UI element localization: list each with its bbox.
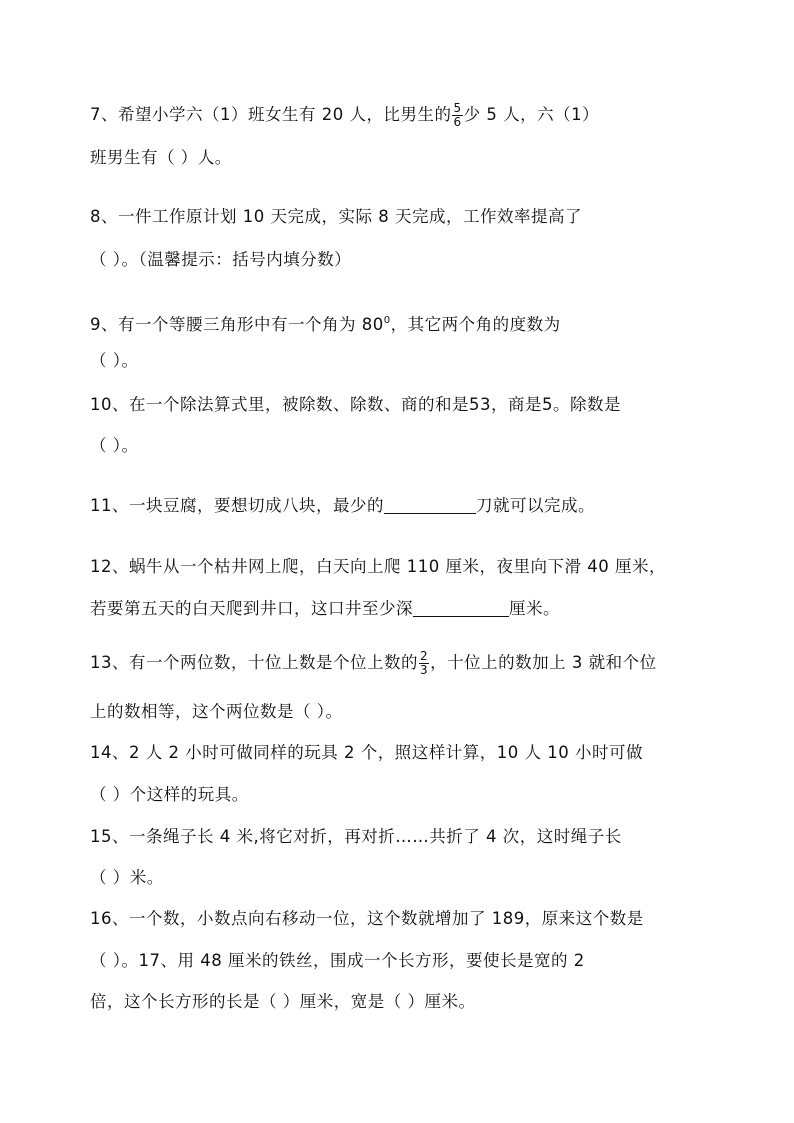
question-12-line-1: 12、蜗牛从一个枯井网上爬，白天向上爬 110 厘米，夜里向下滑 40 厘米， [90, 557, 666, 576]
question-11-text-b: 刀就可以完成。 [476, 496, 595, 515]
question-7-fraction [452, 102, 462, 129]
question-11-line-1 [90, 494, 595, 518]
fraction-denominator: 6 [453, 115, 462, 129]
question-9-text-a: 9、有一个等腰三角形中有一个角为 80 [90, 315, 384, 334]
degree-superscript: 0 [383, 315, 391, 326]
question-12-text-b: 厘米。 [509, 599, 560, 618]
question-13-line-2: 上的数相等，这个两位数是（ ）。 [90, 702, 343, 721]
question-10-line-1: 10、在一个除法算式里，被除数、除数、商的和是53，商是5。除数是 [90, 395, 621, 414]
question-8-line-2: （ ）。（温馨提示：括号内填分数） [90, 250, 352, 269]
question-16-line-1: 16、一个数，小数点向右移动一位，这个数就增加了 189，原来这个数是 [90, 909, 644, 928]
question-15-line-1: 15、一条绳子长 4 米,将它对折，再对折……共折了 4 次，这时绳子长 [90, 827, 622, 846]
question-15-line-2: （ ）米。 [90, 868, 164, 887]
answer-blank[interactable] [384, 495, 476, 514]
question-9-line-2: （ ）。 [90, 351, 139, 370]
question-7-line-2: 班男生有（ ）人。 [90, 148, 232, 167]
question-9-line-1 [90, 309, 561, 337]
fraction-numerator: 5 [453, 101, 462, 115]
question-12-text-a: 若要第五天的白天爬到井口，这口井至少深 [90, 599, 413, 618]
question-17-line-3: 倍，这个长方形的长是（ ）厘米，宽是（ ）厘米。 [90, 992, 476, 1011]
fraction-numerator: 2 [420, 649, 429, 663]
question-13-text-a: 13、有一个两位数，十位上数是个位上数的 [90, 653, 418, 672]
question-13-text-b: ，十位上的数加上 3 就和个位 [430, 653, 657, 672]
question-14-line-1: 14、2 人 2 小时可做同样的玩具 2 个，照这样计算，10 人 10 小时可做 [90, 743, 643, 762]
question-9-text-b: ，其它两个角的度数为 [390, 315, 561, 334]
answer-blank[interactable] [413, 598, 509, 617]
question-7-text-a: 7、希望小学六（1）班女生有 20 人，比男生的 [90, 105, 452, 124]
question-13-fraction [419, 650, 429, 677]
question-16-line-2: （ ）。17、用 48 厘米的铁丝，围成一个长方形，要使长是宽的 2 [90, 951, 585, 970]
question-7-text-b: 少 5 人，六（1） [463, 105, 600, 124]
question-11-text-a: 11、一块豆腐，要想切成八块，最少的 [90, 496, 384, 515]
question-8-line-1: 8、一件工作原计划 10 天完成，实际 8 天完成，工作效率提高了 [90, 207, 582, 226]
question-14-line-2: （ ）个这样的玩具。 [90, 785, 249, 804]
question-13-line-1 [90, 650, 657, 677]
question-10-line-2: （ ）。 [90, 436, 139, 455]
question-7-line-1 [90, 102, 599, 129]
question-12-line-2 [90, 597, 560, 621]
fraction-denominator: 3 [420, 663, 429, 677]
